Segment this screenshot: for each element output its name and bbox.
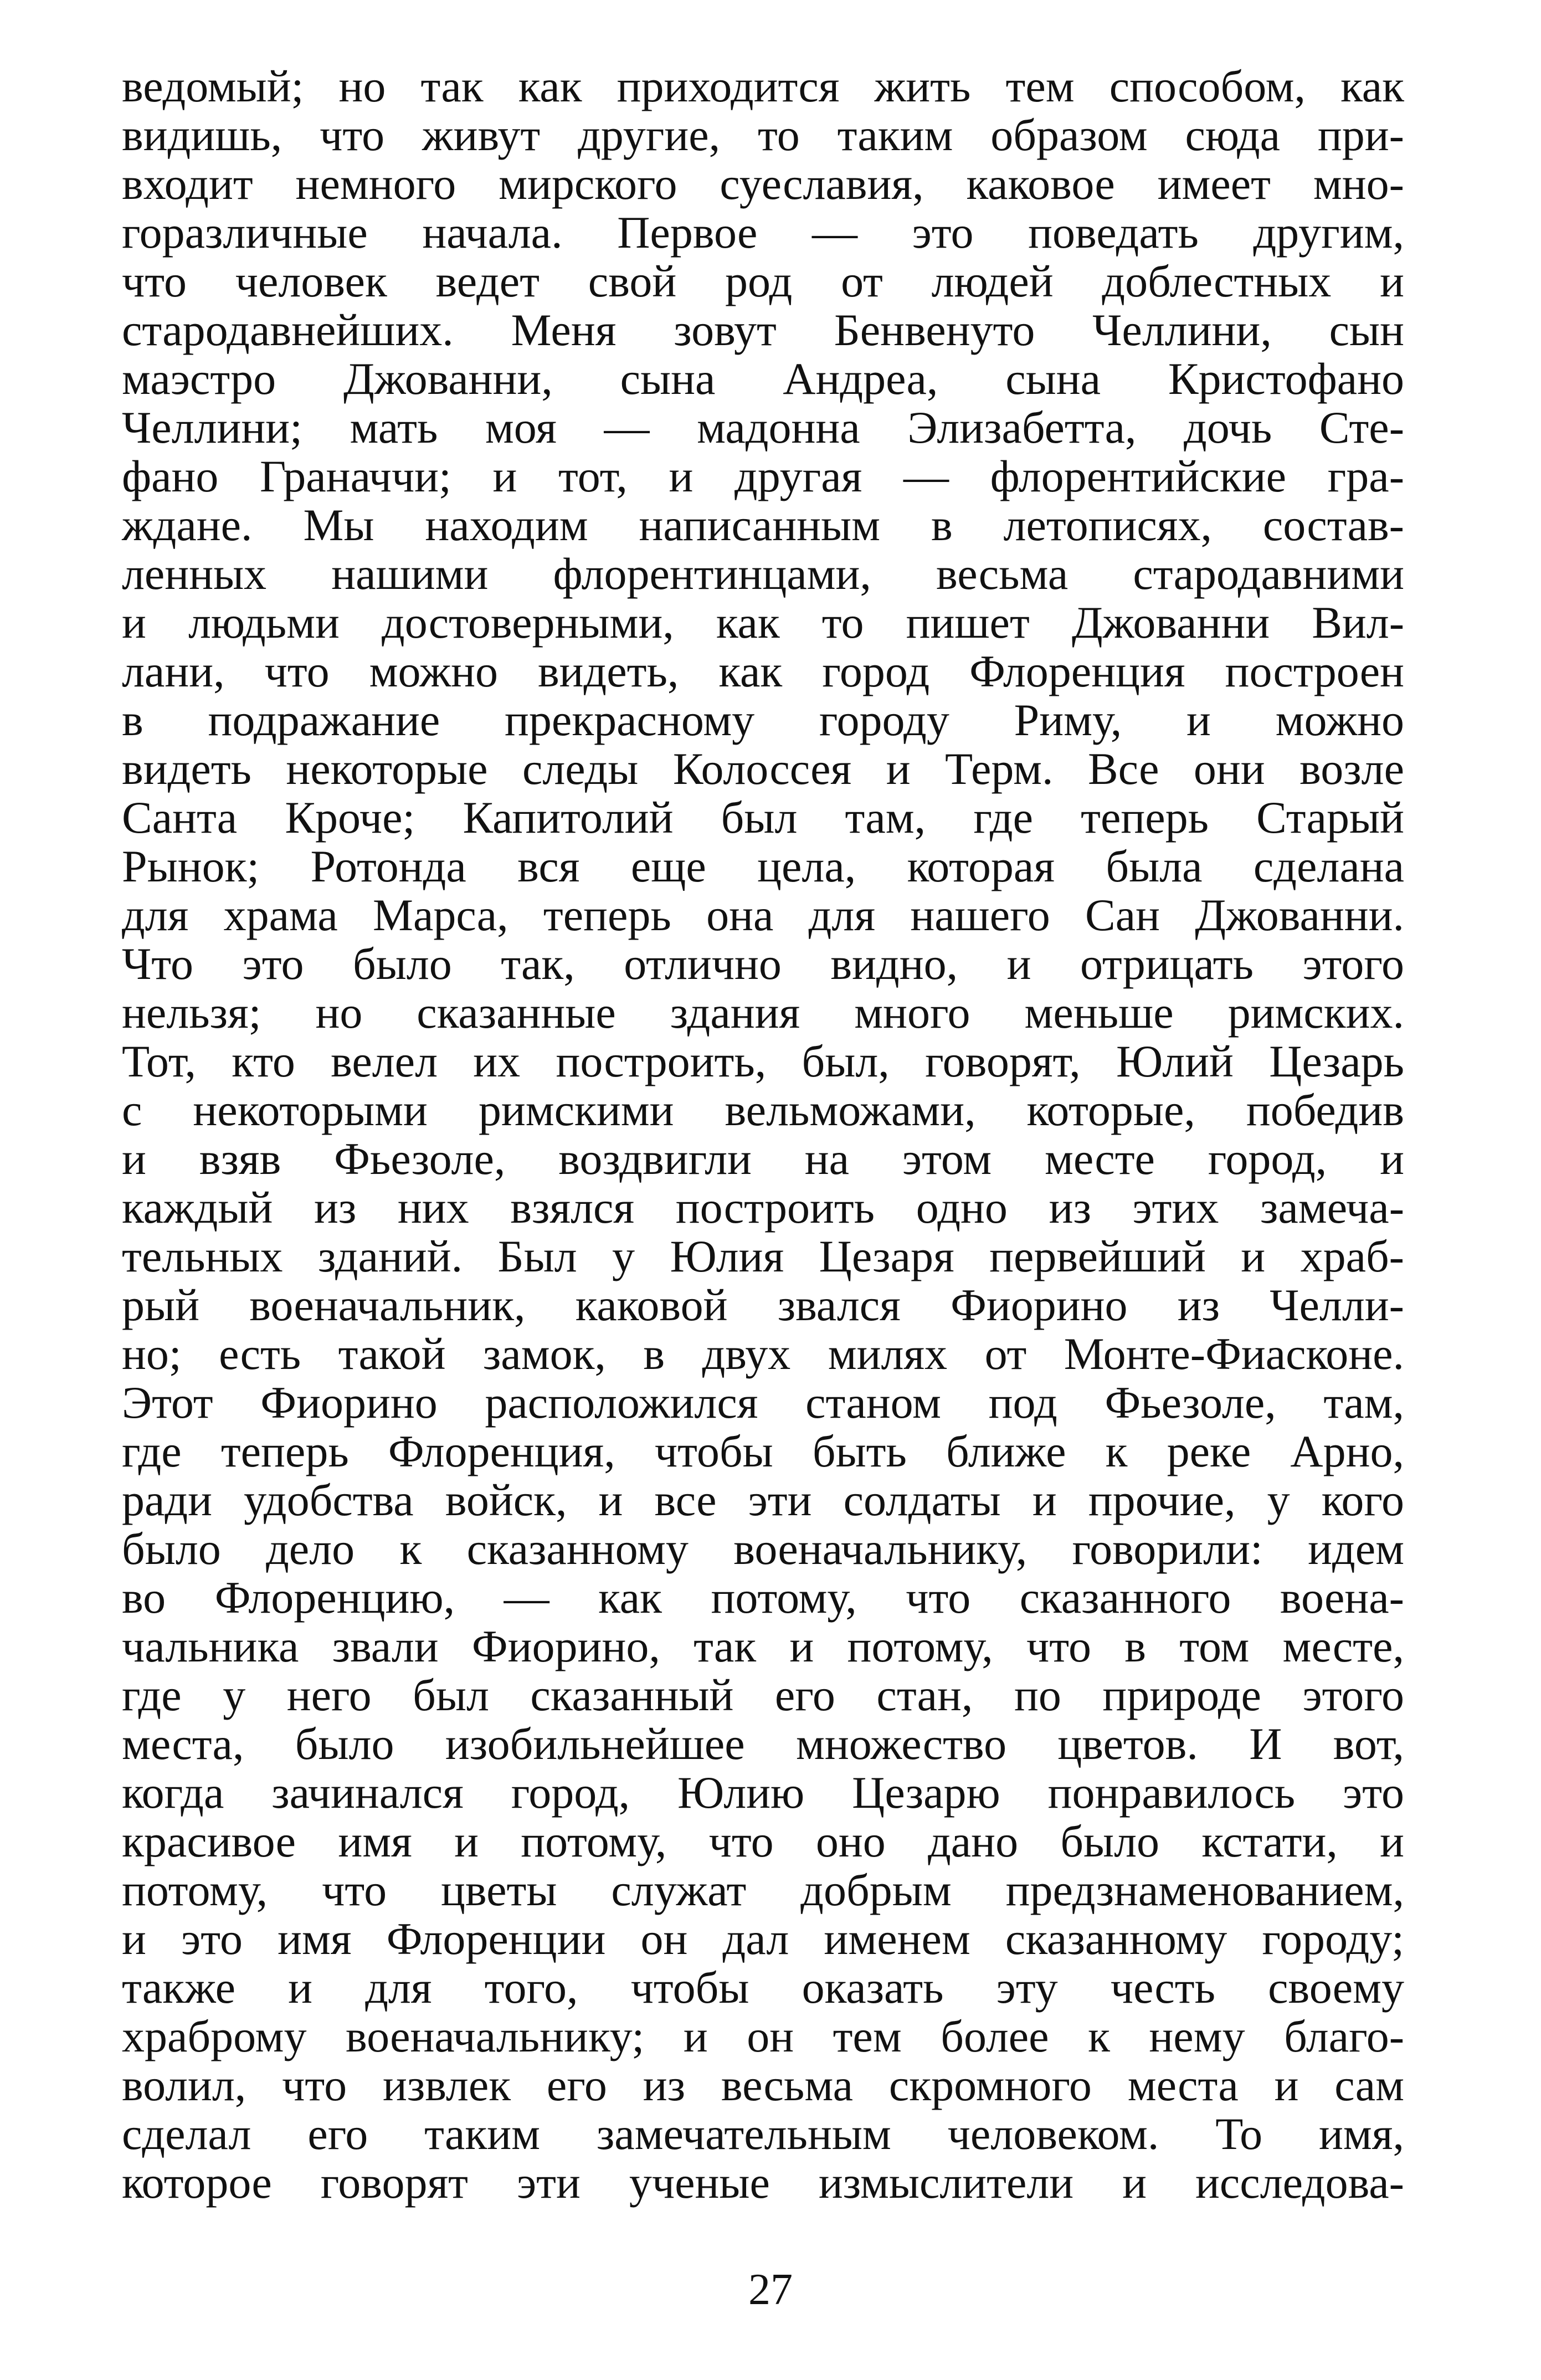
text-line: также и для того, чтобы оказать эту честь своему (122, 1962, 1404, 2013)
text-line: Тот, кто велел их построить, был, говорят, Юлий Цезарь (122, 1036, 1404, 1086)
text-line: но; есть такой замок, в двух милях от Монте-Фиасконе. (122, 1329, 1404, 1379)
body-text (122, 62, 1404, 2207)
text-line: входит немного мирского суеславия, каковое имеет мно- (122, 158, 1404, 209)
text-line: где теперь Флоренция, чтобы быть ближе к реке Арно, (122, 1426, 1404, 1476)
text-line: и взяв Фьезоле, воздвигли на этом месте город, и (122, 1133, 1404, 1184)
text-line: и людьми достоверными, как то пишет Джованни Вил- (122, 597, 1404, 648)
text-line: стародавнейших. Меня зовут Бенвенуто Челлини, сын (122, 305, 1404, 355)
text-line: когда зачинался город, Юлию Цезарю понравилось это (122, 1767, 1404, 1818)
text-line: Что это было так, отлично видно, и отрицать этого (122, 938, 1404, 989)
text-line: где у него был сказанный его стан, по природе этого (122, 1670, 1404, 1720)
text-line: и это имя Флоренции он дал именем сказанному городу; (122, 1914, 1404, 1964)
text-line: потому, что цветы служат добрым предзнаменованием, (122, 1865, 1404, 1915)
text-line: тельных зданий. Был у Юлия Цезаря первейший и храб- (122, 1231, 1404, 1281)
text-line: ради удобства войск, и все эти солдаты и прочие, у кого (122, 1475, 1404, 1525)
text-line: Этот Фиорино расположился станом под Фьезоле, там, (122, 1377, 1404, 1428)
text-line: волил, что извлек его из весьма скромного места и сам (122, 2060, 1404, 2110)
text-line: для храма Марса, теперь она для нашего Сан Джованни. (122, 890, 1404, 940)
text-line: Челлини; мать моя — мадонна Элизабетта, дочь Сте- (122, 402, 1404, 453)
text-line: каждый из них взялся построить одно из этих замеча- (122, 1182, 1404, 1233)
text-line: фано Граначчи; и тот, и другая — флорентийские гра- (122, 451, 1404, 501)
text-line: лани, что можно видеть, как город Флоренция построен (122, 646, 1404, 696)
text-line: рый военачальник, каковой звался Фиорино из Челли- (122, 1280, 1404, 1330)
text-line: что человек ведет свой род от людей доблестных и (122, 256, 1404, 306)
text-line: Санта Кроче; Капитолий был там, где теперь Старый (122, 792, 1404, 843)
text-line: во Флоренцию, — как потому, что сказанного воена- (122, 1572, 1404, 1623)
text-line: видишь, что живут другие, то таким образом сюда при- (122, 110, 1404, 160)
text-line: ведомый; но так как приходится жить тем способом, как (122, 61, 1404, 111)
text-line: маэстро Джованни, сына Андреа, сына Кристофано (122, 353, 1404, 404)
text-line: ждане. Мы находим написанным в летописях, состав- (122, 500, 1404, 550)
text-line: сделал его таким замечательным человеком. То имя, (122, 2109, 1404, 2159)
text-line: места, было изобильнейшее множество цветов. И вот, (122, 1719, 1404, 1769)
page-number: 27 (748, 2265, 793, 2314)
text-line: видеть некоторые следы Колоссея и Терм. Все они возле (122, 743, 1404, 794)
text-line: чальника звали Фиорино, так и потому, что в том месте, (122, 1621, 1404, 1671)
text-line: красивое имя и потому, что оно дано было кстати, и (122, 1816, 1404, 1866)
text-line: в подражание прекрасному городу Риму, и можно (122, 695, 1404, 745)
text-line: которое говорят эти ученые измыслители и исследова- (122, 2157, 1404, 2208)
text-line: нельзя; но сказанные здания много меньше римских. (122, 987, 1404, 1038)
text-line: храброму военачальнику; и он тем более к нему благо- (122, 2011, 1404, 2061)
text-line: Рынок; Ротонда вся еще цела, которая была сделана (122, 841, 1404, 891)
text-line: горазличные начала. Первое — это поведать другим, (122, 207, 1404, 258)
text-line: ленных нашими флорентинцами, весьма стародавними (122, 548, 1404, 599)
text-line: с некоторыми римскими вельможами, которые, победив (122, 1085, 1404, 1135)
text-line: было дело к сказанному военачальнику, говорили: идем (122, 1524, 1404, 1574)
